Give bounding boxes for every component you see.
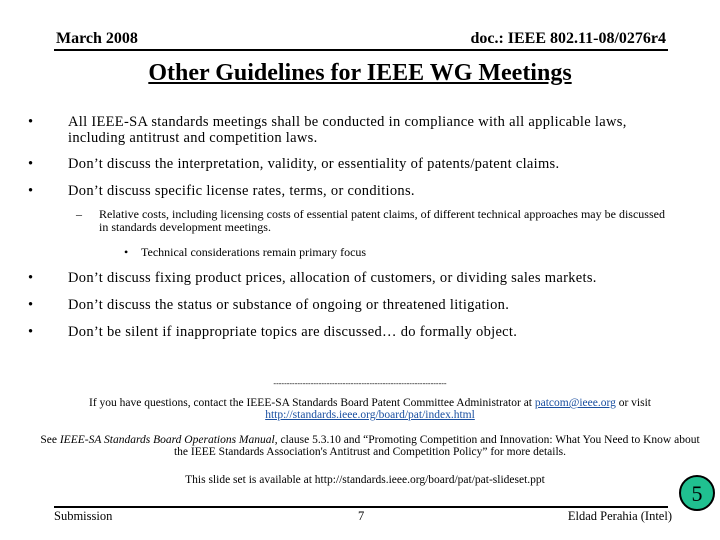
email-link[interactable]: patcom@ieee.org xyxy=(534,397,616,409)
sub-sub-bullet: • Technical considerations remain primary focus xyxy=(124,246,624,259)
contact-text xyxy=(60,397,680,421)
slide-title: Other Guidelines for IEEE WG Meetings xyxy=(148,60,572,86)
page-badge: 5 xyxy=(679,475,715,511)
see-rest: , clause 5.3.10 and “Promoting Competition and Innovation: What You Need to Know about the IEEE Standards Association's Antitrust and Competition Policy” for more details. xyxy=(173,434,700,458)
bullet: • All IEEE-SA standards meetings shall be conducted in compliance with all applicable laws, including antitrust and competition laws. xyxy=(28,114,678,146)
sub-sub-bullet-text: Technical considerations remain primary focus xyxy=(141,245,367,259)
manual-title: IEEE-SA Standards Board Operations Manual xyxy=(59,434,275,446)
bullet-text: Don’t discuss fixing product prices, allocation of customers, or dividing sales markets. xyxy=(68,270,597,286)
bullet-text: Don’t be silent if inappropriate topics are discussed… do formally object. xyxy=(68,324,518,340)
bullet-text: Don’t discuss specific license rates, terms, or conditions. xyxy=(68,183,415,199)
header-doc: doc.: IEEE 802.11-08/0276r4 xyxy=(470,30,666,47)
footer-author: Eldad Perahia (Intel) xyxy=(567,509,672,523)
patent-url-link[interactable]: http://standards.ieee.org/board/pat/index.html xyxy=(265,409,475,421)
bullet-text: Don’t discuss the interpretation, validity, or essentiality of patents/patent claims. xyxy=(68,156,560,172)
sub-bullet-text: Relative costs, including licensing costs of essential patent claims, of different technical approaches may be discussed in standards development meetings. xyxy=(99,207,665,234)
bullet-text: All IEEE-SA standards meetings shall be conducted in compliance with all applicable laws, including antitrust and competition laws. xyxy=(68,114,627,146)
footer-rule xyxy=(54,506,668,508)
footer-page-number: 7 xyxy=(358,509,365,523)
bullet: • Don’t discuss the interpretation, validity, or essentiality of patents/patent claims. xyxy=(28,156,678,172)
contact-label: If you have questions, contact the IEEE-SA Standards Board Patent Committee Administrator at xyxy=(89,397,535,409)
contact-mid: or visit xyxy=(615,397,651,409)
bullet: • Don’t discuss the status or substance of ongoing or threatened litigation. xyxy=(28,297,678,313)
slideset-availability: This slide set is available at http://standards.ieee.org/board/pat/pat-slideset.ppt xyxy=(185,474,545,486)
footer-submission: Submission xyxy=(54,509,113,523)
bullet: • Don’t be silent if inappropriate topics are discussed… do formally object. xyxy=(28,324,678,340)
header-date: March 2008 xyxy=(56,30,138,47)
bullet: • Don’t discuss fixing product prices, allocation of customers, or dividing sales markets. xyxy=(28,270,678,286)
separator: ----------------------------------------------------------------- xyxy=(273,379,447,388)
bullet-text: Don’t discuss the status or substance of ongoing or threatened litigation. xyxy=(68,297,510,313)
see-text xyxy=(40,434,700,458)
bullet: • Don’t discuss specific license rates, terms, or conditions. xyxy=(28,183,678,199)
sub-bullet: – Relative costs, including licensing costs of essential patent claims, of different technical approaches may be discussed in standards development meetings. xyxy=(76,208,676,234)
header-rule xyxy=(54,49,668,51)
see-prefix: See xyxy=(40,434,60,446)
